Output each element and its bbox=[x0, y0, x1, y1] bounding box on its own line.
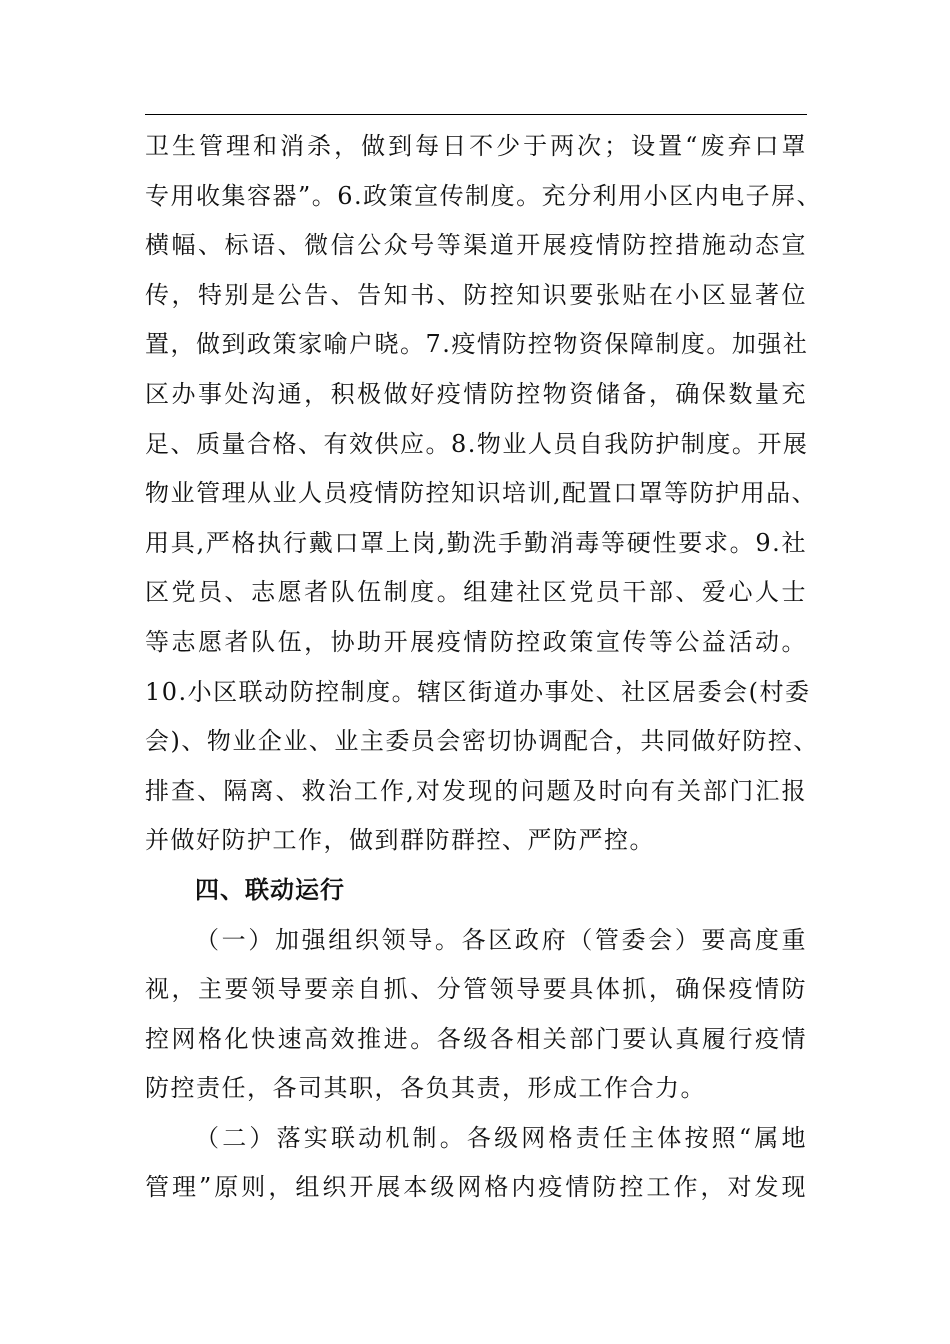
section-heading: 四、联动运行 bbox=[195, 875, 345, 904]
text-line: 区办事处沟通，积极做好疫情防控物资储备，确保数量充 bbox=[145, 379, 807, 408]
text-line: 足、质量合格、有效供应。8.物业人员自我防护制度。开展 bbox=[145, 429, 809, 458]
text-line: 物业管理从业人员疫情防控知识培训,配置口罩等防护用品、 bbox=[145, 479, 818, 508]
text-line: 会)、物业企业、业主委员会密切协调配合，共同做好防控、 bbox=[145, 727, 819, 756]
text-line: （二）落实联动机制。各级网格责任主体按照“属地 bbox=[195, 1123, 807, 1152]
text-line: 传，特别是公告、告知书、防控知识要张贴在小区显著位 bbox=[145, 280, 807, 309]
text-line: 视，主要领导要亲自抓、分管领导要具体抓，确保疫情防 bbox=[145, 975, 807, 1004]
text-line: 卫生管理和消杀，做到每日不少于两次；设置“废弃口罩 bbox=[145, 132, 807, 160]
text-line: 横幅、标语、微信公众号等渠道开展疫情防控措施动态宣 bbox=[145, 231, 807, 260]
text-line: 10.小区联动防控制度。辖区街道办事处、社区居委会(村委 bbox=[145, 677, 811, 706]
subsection-linkage-mechanism bbox=[145, 1114, 807, 1213]
text-line: 排查、隔离、救治工作,对发现的问题及时向有关部门汇报 bbox=[145, 776, 807, 805]
subsection-organization-leadership bbox=[145, 916, 807, 1114]
text-line: 用具,严格执行戴口罩上岗,勤洗手勤消毒等硬性要求。9.社 bbox=[145, 528, 807, 557]
text-line: 防控责任，各司其职，各负其责，形成工作合力。 bbox=[145, 1074, 706, 1103]
text-line: 置，做到政策家喻户晓。7.疫情防控物资保障制度。加强社 bbox=[145, 330, 809, 359]
document-body bbox=[145, 122, 823, 1213]
text-line: 管理”原则，组织开展本级网格内疫情防控工作，对发现 bbox=[145, 1173, 807, 1202]
paragraph-continued bbox=[145, 122, 823, 866]
text-line: 区党员、志愿者队伍制度。组建社区党员干部、爱心人士 bbox=[145, 578, 807, 607]
text-line: （一）加强组织领导。各区政府（管委会）要高度重 bbox=[195, 925, 807, 954]
text-line: 控网格化快速高效推进。各级各相关部门要认真履行疫情 bbox=[145, 1024, 807, 1053]
text-line: 等志愿者队伍，协助开展疫情防控政策宣传等公益活动。 bbox=[145, 627, 807, 656]
text-line: 并做好防护工作，做到群防群控、严防严控。 bbox=[145, 826, 655, 855]
text-line: 专用收集容器”。6.政策宣传制度。充分利用小区内电子屏、 bbox=[145, 181, 823, 210]
header-rule bbox=[145, 114, 807, 115]
